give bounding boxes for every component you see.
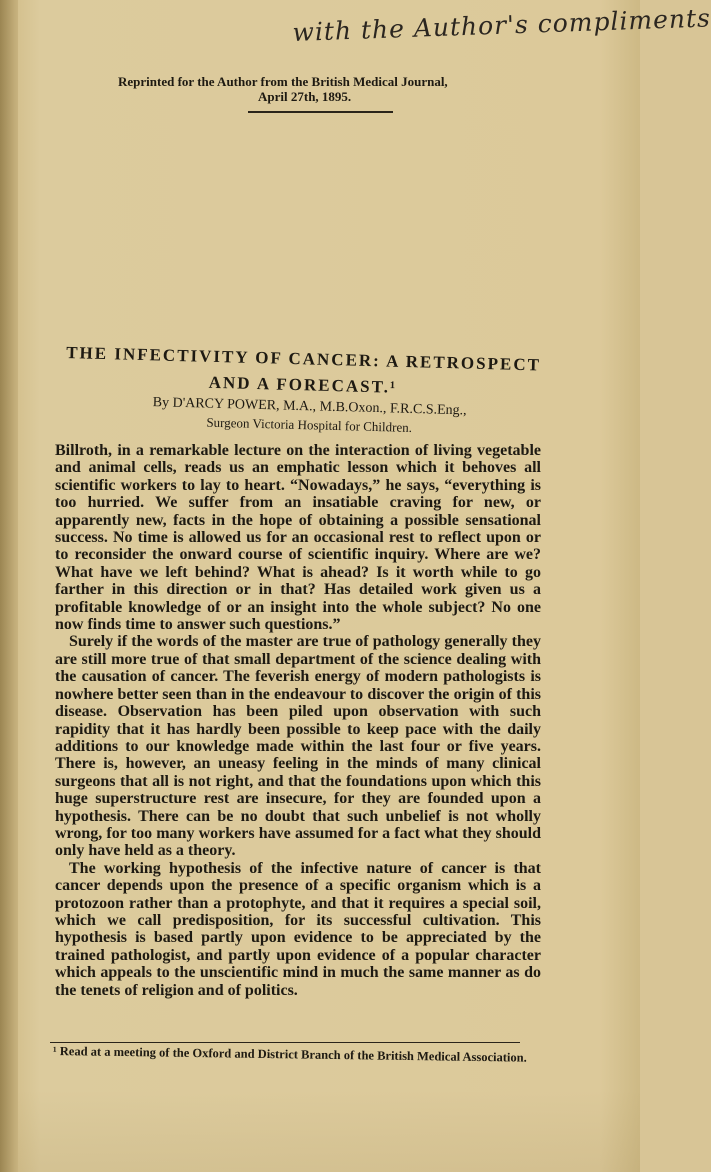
author-line: By D'ARCY POWER, M.A., M.B.Oxon., F.R.C.S.Eng., bbox=[152, 395, 467, 419]
binding-edge bbox=[0, 0, 18, 1172]
article-body bbox=[55, 442, 541, 999]
paragraph-1: Billroth, in a remarkable lecture on the interaction of living vegetable and animal cells, reads us an emphatic lesson which it behoves all scientific workers to lay to heart. “Nowadays,” he says, “everything is too hurried. We suffer from an insatiable craving for new, or apparently new, facts in the hope of obtaining a possible sensational success. No time is allowed us for an occasional rest to reflect upon or to reconsider the onward course of scientific inquiry. Where are we? What have we left behind? What is ahead? Is it worth while to go farther in this direction or in that? Has detailed work given us a profitable knowledge of or an insight into the whole subject? No one now finds time to answer such questions.” bbox=[55, 442, 541, 634]
blank-page-area bbox=[18, 1090, 640, 1172]
reprint-line-1: Reprinted for the Author from the British Medical Journal, bbox=[118, 74, 448, 89]
author-affiliation: Surgeon Victoria Hospital for Children. bbox=[206, 414, 413, 435]
reprint-notice bbox=[118, 74, 528, 104]
footnote: ¹ Read at a meeting of the Oxford and District Branch of the British Medical Association. bbox=[52, 1044, 527, 1065]
footnote-rule bbox=[50, 1042, 520, 1043]
handwritten-inscription: with the Author's compliments bbox=[292, 3, 711, 47]
paragraph-3: The working hypothesis of the infective nature of cancer is that cancer depends upon the presence of a specific organism which is a protozoon rather than a protophyte, and that it requires a special soil, which we call predisposition, for its successful cultivation. This hypothesis is based partly upon evidence to be appreciated by the trained pathologist, and partly upon evidence of a popular character which appeals to the unscientific mind in much the same manner as do the tenets of religion and of politics. bbox=[55, 859, 541, 999]
reprint-date: April 27th, 1895. bbox=[258, 89, 352, 104]
article-title: THE INFECTIVITY OF CANCER: A RETROSPECT AND A FORECAST.¹ bbox=[65, 343, 542, 397]
header-rule bbox=[248, 111, 393, 113]
paragraph-2: Surely if the words of the master are true of pathology generally they are still more true of that small department of the science dealing with the causation of cancer. The feverish energy of modern pathologists is nowhere better seen than in the endeavour to discover the origin of this disease. Observation has been piled upon observation with such rapidity that it has hardly been possible to keep pace with the daily additions to our knowledge made within the last four or five years. There is, however, an uneasy feeling in the minds of many clinical surgeons that all is not right, and that the foundations upon which this huge superstructure rest are insecure, for they are founded upon a hypothesis. There can be no doubt that such unbelief is not wholly wrong, for too many workers have assumed for a fact what they should only have held as a theory. bbox=[55, 633, 541, 860]
